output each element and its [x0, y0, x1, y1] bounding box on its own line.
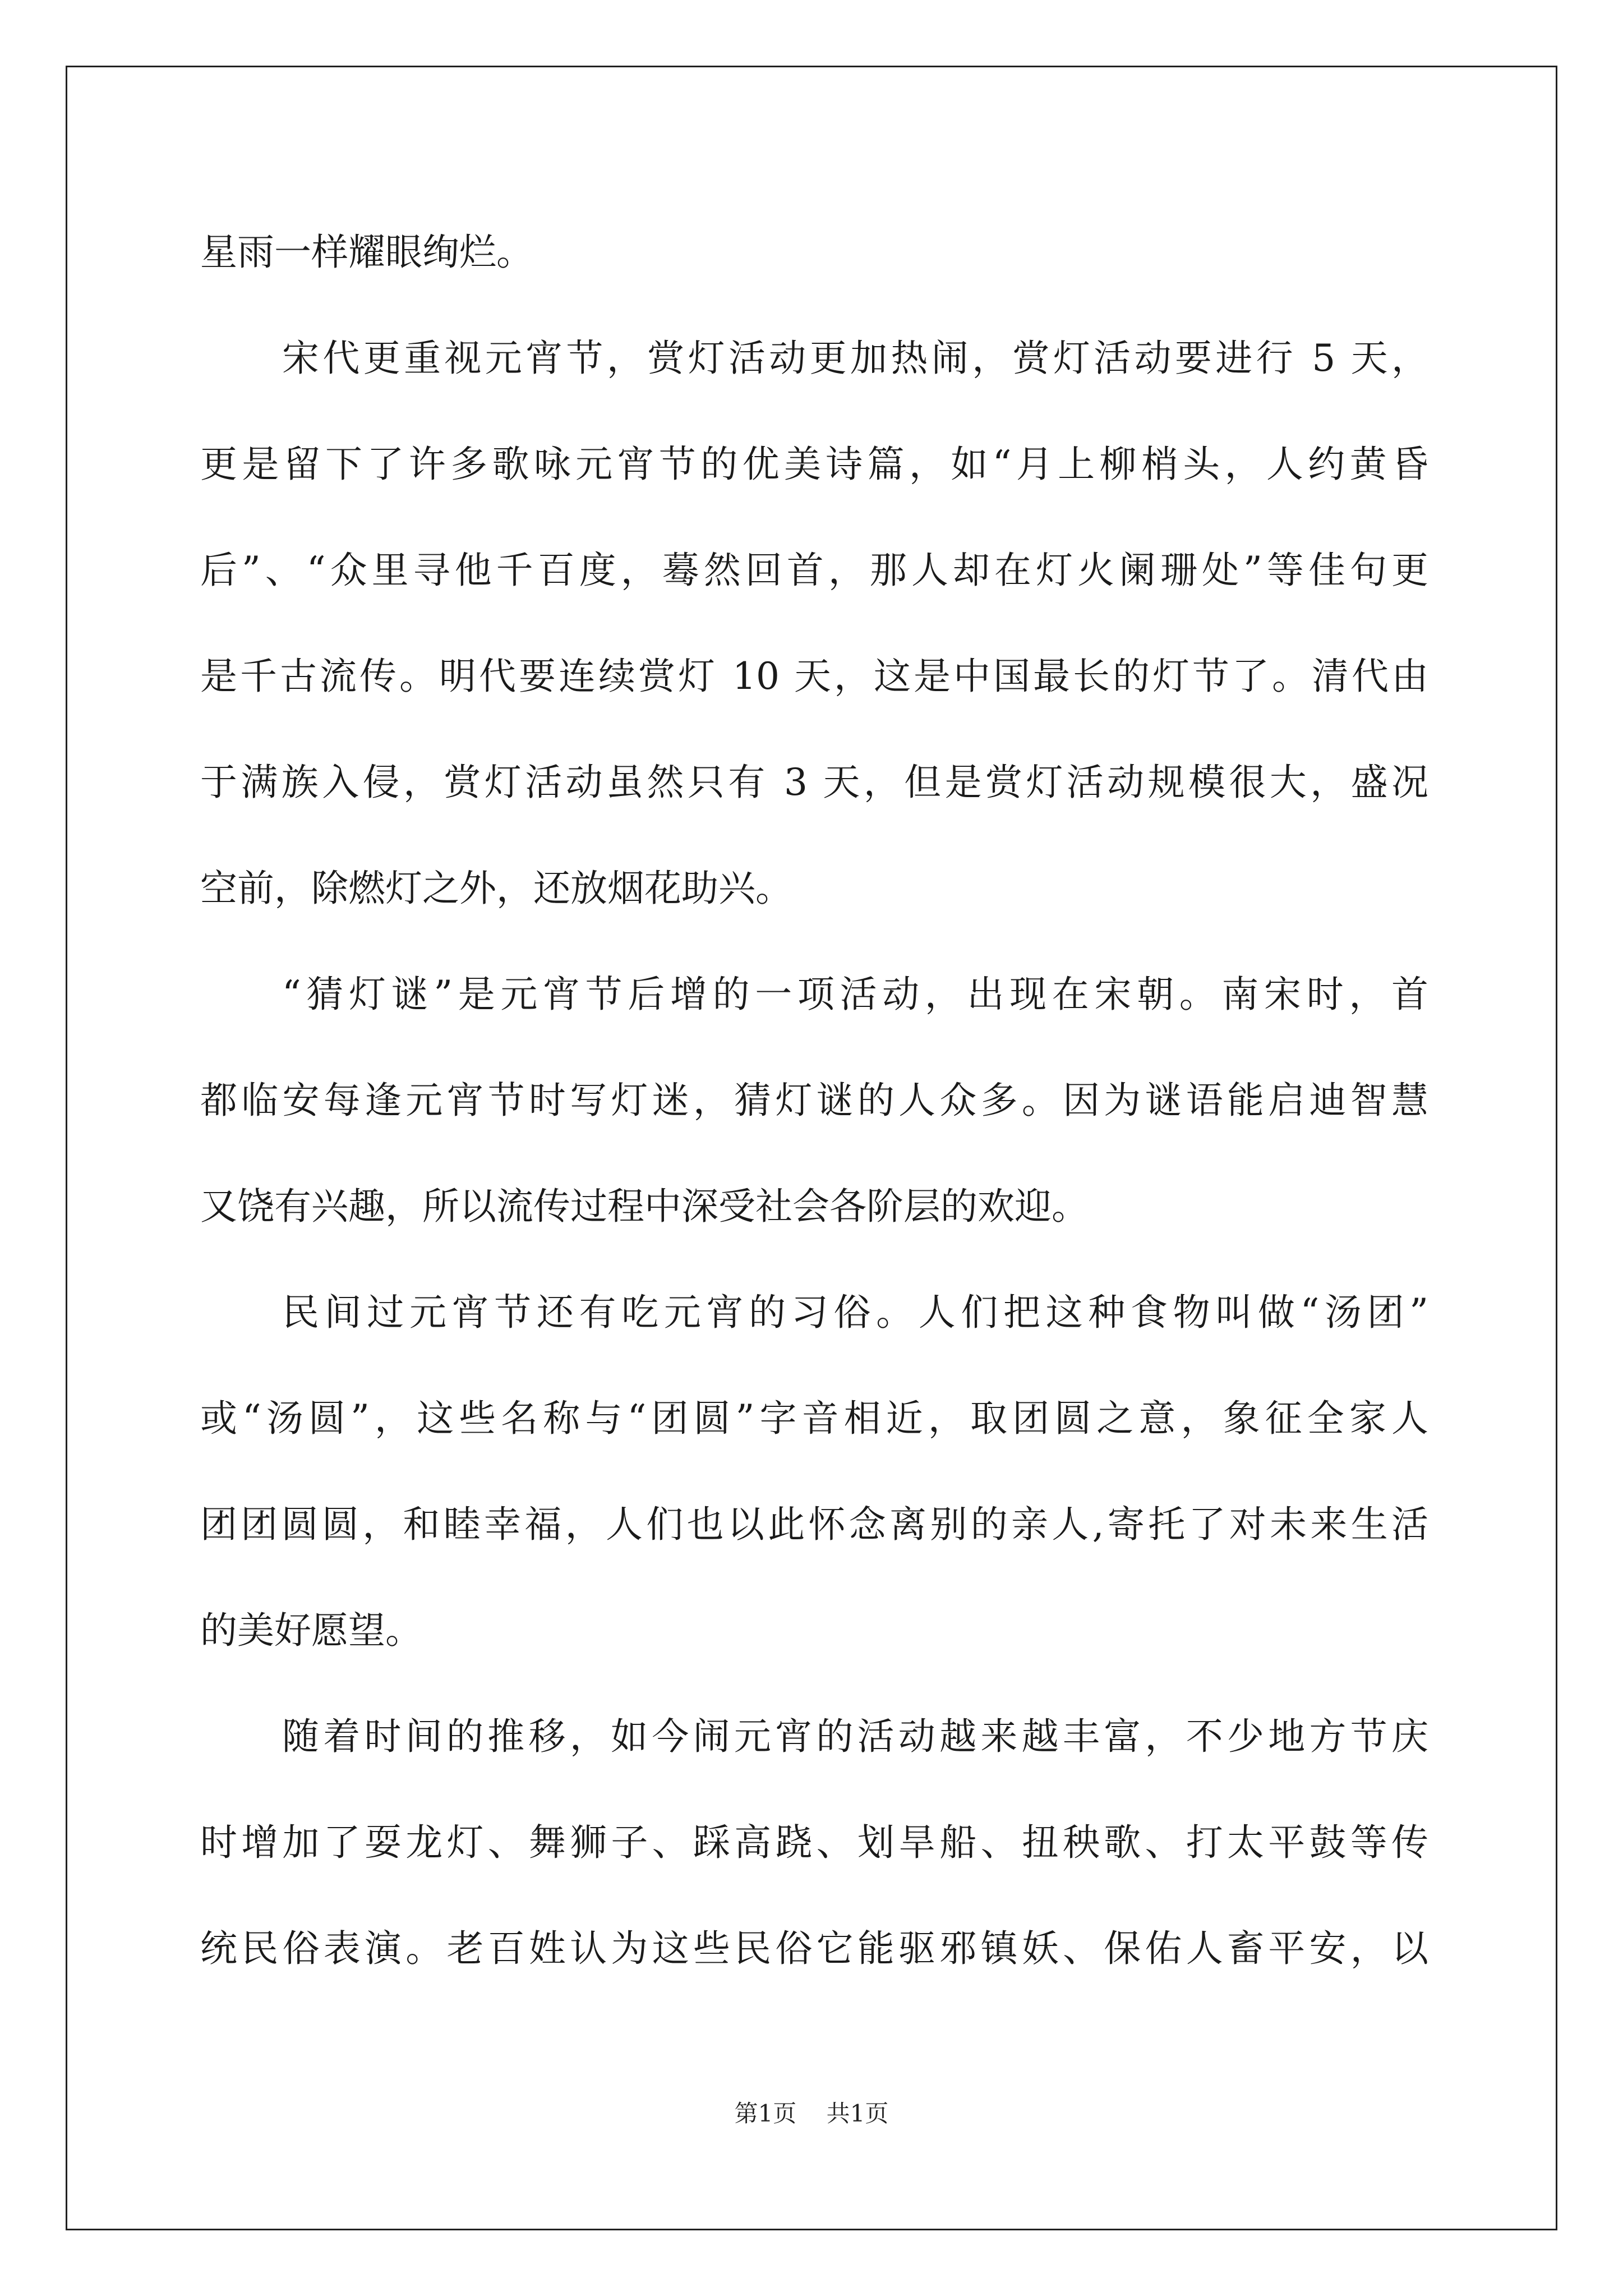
text-line: 宋代更重视元宵节，赏灯活动更加热闹，赏灯活动要进行 5 天，	[282, 337, 1428, 380]
text-line: 都临安每逢元宵节时写灯迷，猜灯谜的人众多。因为谜语能启迪智慧	[200, 1079, 1428, 1122]
text-line: 空前，除燃灯之外，还放烟花助兴。	[200, 867, 792, 910]
paragraph	[200, 1259, 1428, 1683]
page-number: 第1页	[734, 2100, 797, 2127]
paragraph	[200, 305, 1428, 941]
text-line: 统民俗表演。老百姓认为这些民俗它能驱邪镇妖、保佑人畜平安，以	[200, 1927, 1428, 1970]
text-line: 于满族入侵，赏灯活动虽然只有 3 天，但是赏灯活动规模很大，盛况	[200, 761, 1428, 804]
text-line: 的美好愿望。	[200, 1609, 422, 1652]
text-line: 又饶有兴趣，所以流传过程中深受社会各阶层的欢迎。	[200, 1185, 1089, 1228]
page-total: 共1页	[826, 2100, 889, 2127]
text-line: 是千古流传。明代要连续赏灯 10 天，这是中国最长的灯节了。清代由	[200, 655, 1428, 698]
text-line: 随着时间的推移，如今闹元宵的活动越来越丰富，不少地方节庆	[282, 1715, 1428, 1758]
text-line: “猜灯谜”是元宵节后增的一项活动，出现在宋朝。南宋时，首	[282, 973, 1428, 1016]
text-line: 星雨一样耀眼绚烂。	[200, 231, 533, 274]
text-line: 民间过元宵节还有吃元宵的习俗。人们把这种食物叫做“汤团”	[282, 1291, 1428, 1334]
text-line: 更是留下了许多歌咏元宵节的优美诗篇，如“月上柳梢头，人约黄昏	[200, 443, 1428, 486]
paragraph	[200, 1683, 1428, 2001]
document-body	[200, 199, 1428, 2001]
paragraph	[200, 199, 1428, 305]
paragraph	[200, 941, 1428, 1259]
page-footer	[0, 2095, 1623, 2129]
text-line: 团团圆圆，和睦幸福，人们也以此怀念离别的亲人,寄托了对未来生活	[200, 1503, 1428, 1546]
text-line: 或“汤圆”，这些名称与“团圆”字音相近，取团圆之意，象征全家人	[200, 1397, 1428, 1440]
text-line: 时增加了耍龙灯、舞狮子、踩高跷、划旱船、扭秧歌、打太平鼓等传	[200, 1821, 1428, 1864]
text-line: 后”、“众里寻他千百度，蓦然回首，那人却在灯火阑珊处”等佳句更	[200, 549, 1428, 592]
